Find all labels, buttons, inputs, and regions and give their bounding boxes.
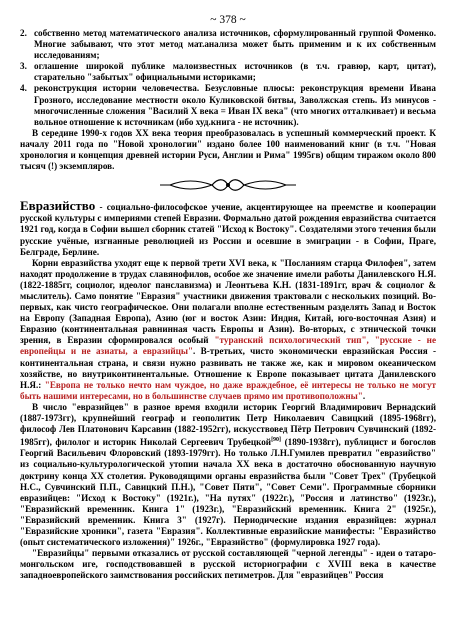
list-item <box>20 61 436 83</box>
roots-text: Корни евразийства уходят еще к первой трети XVI века, к "Посланиям старца Филофея", затем находят продолжение в трудах славянофилов, особое же значение имели работы Данилевского Н.Я. (1822-1885гг, социолог, идеолог панславизма) и Леонтьева К.Н. (1831-1891гг, врач & социолог & мыслитель). Само понятие "Евразия" участники движения трактовали с нескольких позиций. Во-первых, как чисто географическое. Они полагали вполне естественным разделять Запад и Восток на Европу (Западная Европа), Азию (юг и восток Азии: Индия, Китай, юго-восточная Азия) и Евразию (континентальная равнинная часть Европы и Азии). Во-вторых, с этнической точки зрения, в Евразии сформировался особый <box>20 257 436 346</box>
roots-text-end: . <box>362 390 366 401</box>
list-item <box>20 83 436 127</box>
list-item-text: собственно метод математического анализа источников, сформулированный группой Фоменко. Многие забывают, что этот метод мат.анализа может быть применим и к их собственным исследованиям; <box>34 28 436 61</box>
list-item-number: 2. <box>20 28 27 38</box>
members-text-cont: (1890-1938гг), публицист и богослов Георгий Васильевич Флоровский (1893-1979гг). Но только Л.Н.Гумилев превратил "евразийство" из социально-культурологической утопии начала XX века в достаточно обоснованную научную доктрину конца XX столетия. Руководящими органы евразийства были "Совет Трех" (Трубецкой Н.С., Сувчинский П.П., Савицкий П.Н.), "Совет Пяти", "Совет Семи". Программные сборники евразийцев: "Исход к Востоку" (1921г.), "На путях" (1922г.), "Россия и латинство" (1923г.), "Евразийский временник. Книга 1" (1923г.), "Евразийский временник. Книга 2" (1925г.), "Евразийский временник. Книга 3" (1927г). Периодические издания евразийцев: журнал "Евразийские хроники", газета "Евразия". Коллективные евразийские манифесты: "Евразийство (опыт систематического изложения)" 1926г., "Евразийство" (формулировка 1927 года). <box>20 437 436 548</box>
paragraph-members <box>20 402 436 548</box>
paragraph-commercial: В середине 1990-х годов XX века теория преобразовалась в успешный коммерческий проект. К началу 2011 года по "Новой хронологии" издано более 100 наименований книг (в т.ч. "Новая хронология и концепция древней истории Руси, Англии и Рима" 1995гв) общим тиражом около 800 тысяч (!) экземпляров. <box>20 127 436 172</box>
page-number: ~ 378 ~ <box>210 14 246 26</box>
numbered-list <box>20 28 436 128</box>
roots-quote-danilevsky: "Европа не только нечто нам чуждое, но даже враждебное, её интересы не только не могут быть нашими интересами, но в большинстве случаев прямо им противоположны" <box>20 379 436 401</box>
paragraph-roots <box>20 258 436 402</box>
members-text: В число "евразийцев" в разное время входили историк Георгий Владимирович Вернадский (1887-1973гг), крупнейший географ и геополитик Петр Николаевич Савицкий (1895-1968гг), философ Лев Платонович Карсавин (1882-1952гг), искусствовед Пётр Петрович Сувчинский (1892-1985гг), филолог и историк Николай Сергеевич Трубецкой <box>20 401 436 448</box>
ornament-divider-icon <box>20 174 436 196</box>
list-item-text: оглашение широкой публике малоизвестных источников (в т.ч. гравюр, карт, цитат), старательно "забытых" официальными историками; <box>34 61 436 83</box>
paragraph-black-legend: "Евразийцы" первыми отказались от русской составляющей "черной легенды" - идеи о татаро-монгольском иге, господствовавшей в русской историографии с XVIII века в качестве западноевропейского заимствования российских петиметров. Для "евразийцев" Россия <box>20 548 436 581</box>
list-item <box>20 28 436 61</box>
roots-quote-turan: "туранский психологический тип", "русские - не европейцы и не азиаты, а евразийцы" <box>20 335 436 357</box>
list-item-number: 3. <box>20 61 27 72</box>
page <box>20 12 436 581</box>
footnote-ref: [90] <box>271 437 282 444</box>
term-definition: - социально-философское учение, акцентирующее на преемстве и кооперации русской культуры с империями степей Евразии. Формально датой рождения евразийства считается 1921 год, когда в Софии вышел сборник статей "Исход к Востоку". Создателями этого течения были русские учёные, изгнанные революцией из России и осевшие в эмиграции - в Софии, Праге, Белграде, Берлине. <box>20 202 436 257</box>
term-heading: Евразийство <box>20 198 96 214</box>
roots-text-mid: . В-третьих, чисто экономически евразийская Россия - континентальная страна, и связи нужно развивать не также же, как и мировом океаническом хозяйстве, но внутриконтинентальные. Отношение к Европе показывает цитата Данилевского Н.Я.: <box>20 346 436 390</box>
list-item-text: реконструкция истории человечества. Безусловные плюсы: реконструкция времени Ивана Грозного, исследование местности около Куликовской битвы, Заволжская степь. Из минусов - многочисленные сложения "Василий X века = Иван IX века" (что многих отталкивает) и весьма вольное отношение к источникам (ибо худ.книга - не источник). <box>34 83 436 127</box>
paragraph-definition <box>20 200 436 257</box>
list-item-number: 4. <box>20 83 27 94</box>
